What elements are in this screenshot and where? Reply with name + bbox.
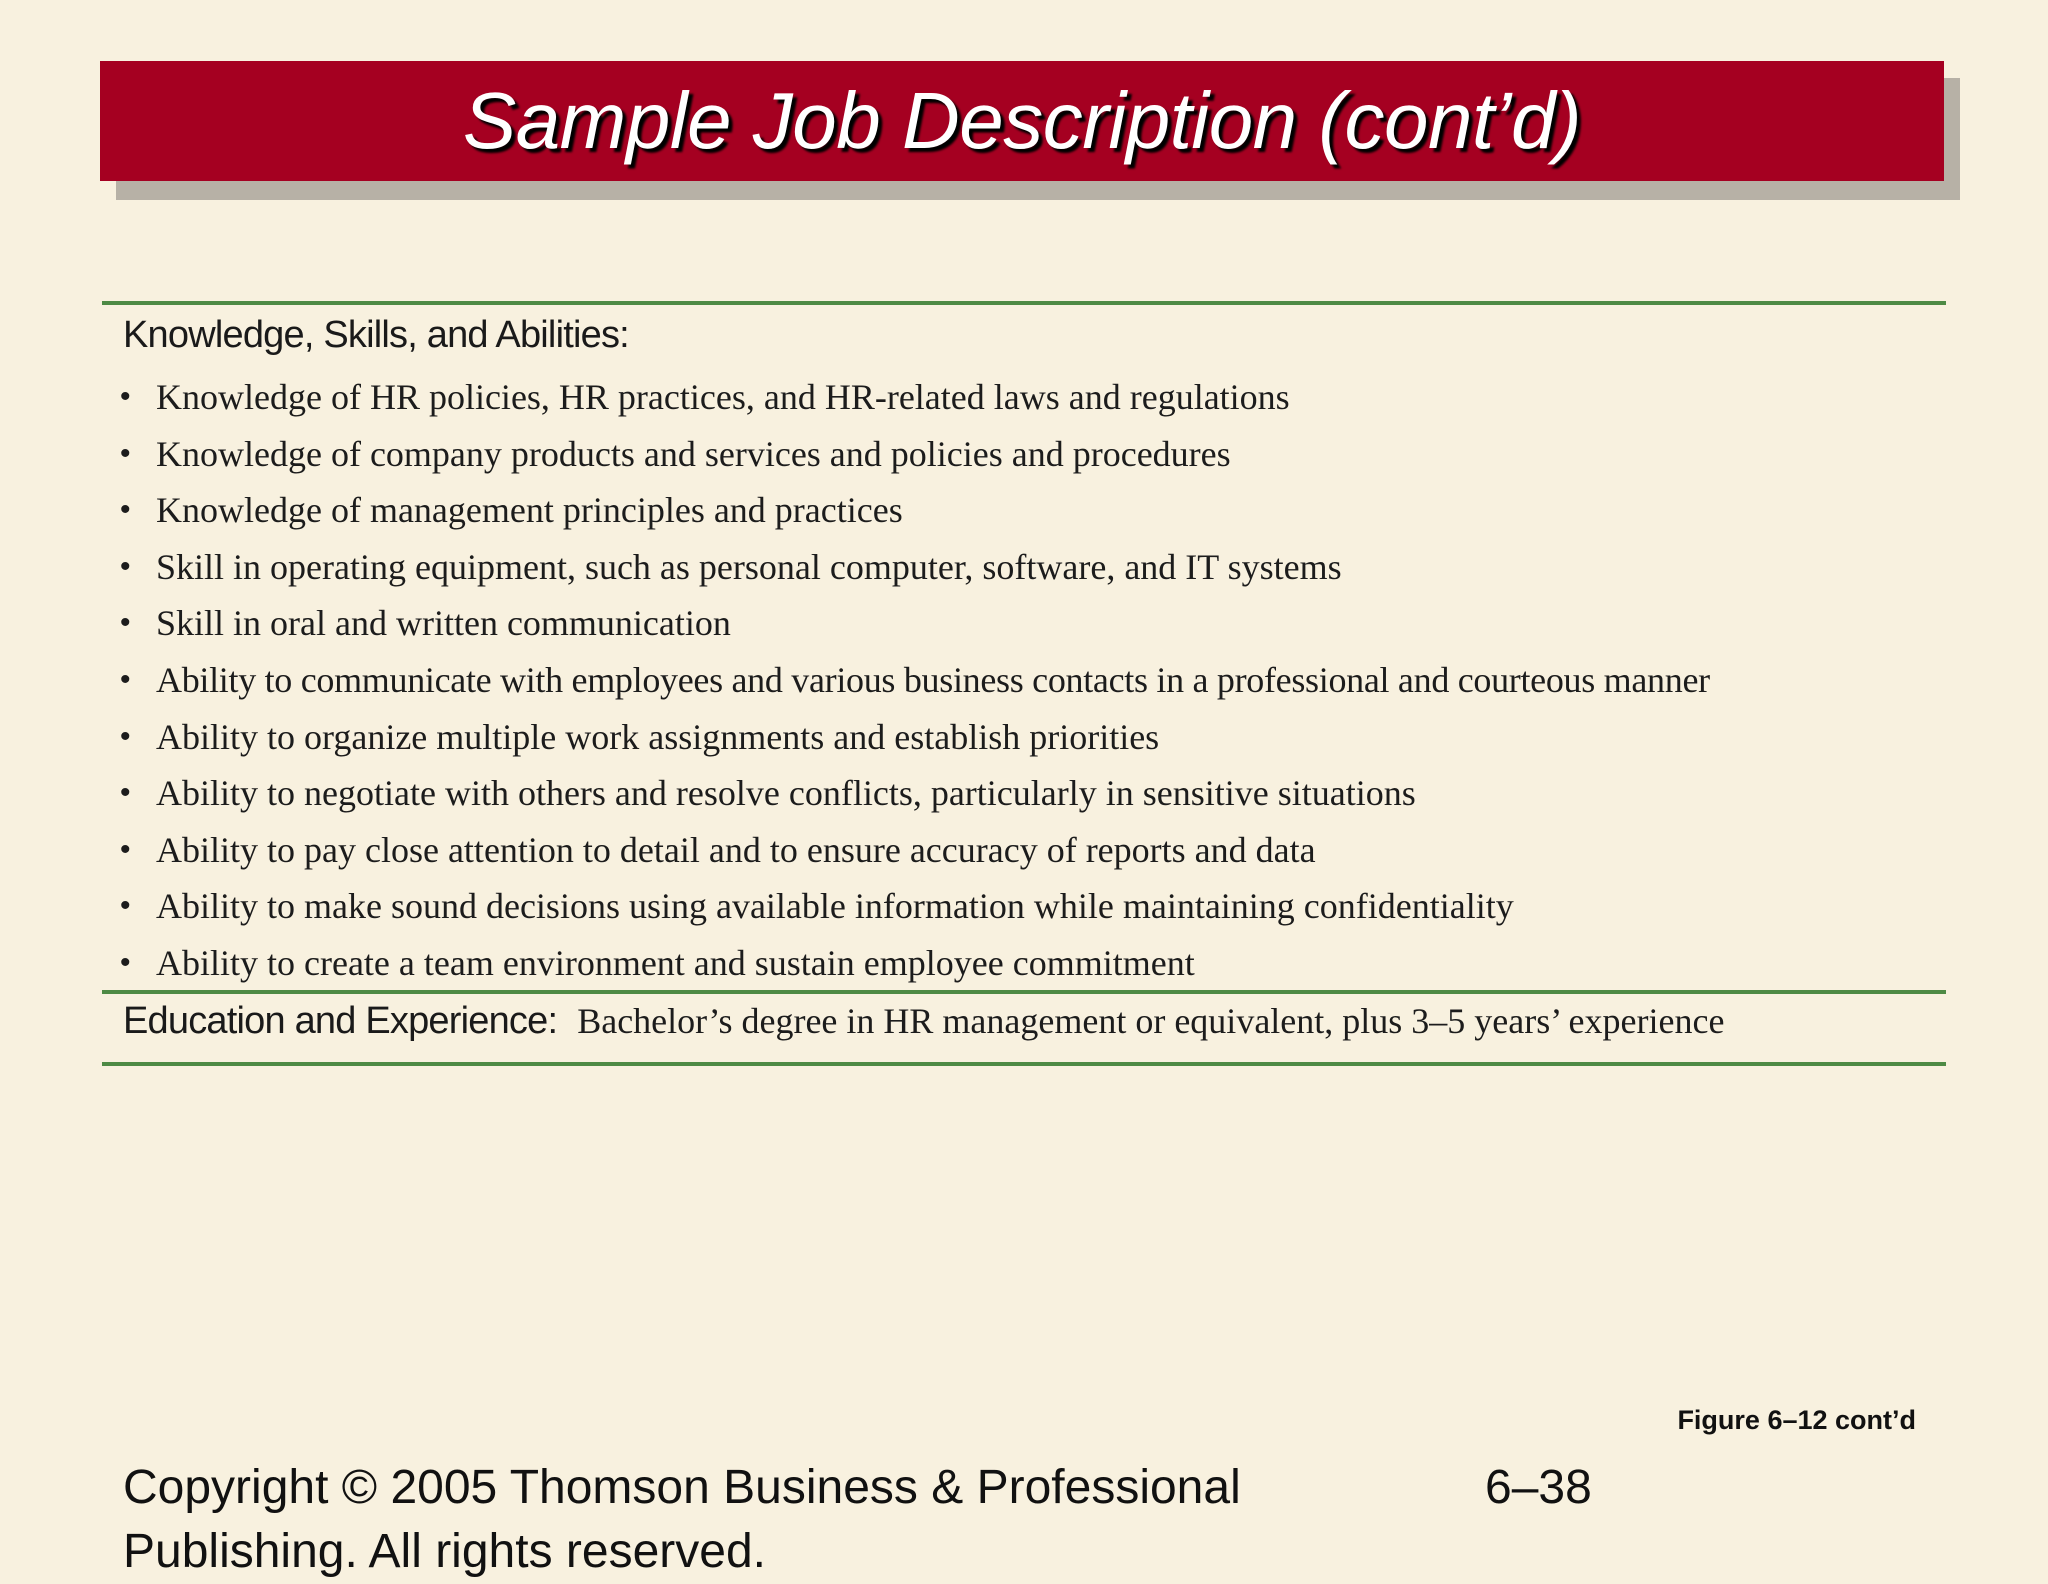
list-item <box>120 822 1710 879</box>
bullet-icon: • <box>120 719 131 753</box>
list-item-text: Knowledge of management principles and practices <box>156 490 903 531</box>
bullet-icon: • <box>120 832 131 866</box>
list-item <box>120 878 1710 935</box>
list-item <box>120 595 1710 652</box>
list-item-text: Ability to organize multiple work assignments and establish priorities <box>156 716 1160 757</box>
bottom-divider <box>102 1062 1946 1066</box>
list-item <box>120 482 1710 539</box>
education-text: Bachelor’s degree in HR management or equivalent, plus 3–5 years’ experience <box>577 1001 1725 1041</box>
list-item <box>120 652 1710 709</box>
bullet-icon: • <box>120 606 131 640</box>
list-item <box>120 765 1710 822</box>
list-item-text: Ability to communicate with employees and various business contacts in a professional and courteous manner <box>156 659 1710 700</box>
education-row <box>123 1000 1724 1043</box>
ksa-heading: Knowledge, Skills, and Abilities: <box>123 314 629 356</box>
list-item-text: Ability to pay close attention to detail and to ensure accuracy of reports and data <box>156 829 1316 870</box>
top-divider <box>102 301 1946 305</box>
bullet-icon: • <box>120 889 131 923</box>
list-item <box>120 539 1710 596</box>
list-item <box>120 935 1710 992</box>
list-item-text: Ability to create a team environment and sustain employee commitment <box>156 942 1195 983</box>
bullet-icon: • <box>120 662 131 696</box>
slide-title: Sample Job Description (cont’d) <box>462 76 1582 165</box>
list-item-text: Ability to make sound decisions using available information while maintaining confidentiality <box>156 886 1514 927</box>
bullet-icon: • <box>120 436 131 470</box>
page-number: 6–38 <box>1485 1461 1592 1514</box>
bullet-icon: • <box>120 380 131 413</box>
copyright-notice: Copyright © 2005 Thomson Business & Professional Publishing. All rights reserved. <box>123 1461 1241 1578</box>
bullet-icon: • <box>120 493 131 527</box>
list-item-text: Skill in operating equipment, such as personal computer, software, and IT systems <box>156 546 1342 587</box>
bullet-icon: • <box>120 945 131 979</box>
bullet-icon: • <box>120 549 131 583</box>
title-bar <box>100 61 1944 181</box>
list-item-text: Knowledge of HR policies, HR practices, and HR-related laws and regulations <box>156 377 1290 417</box>
bullet-icon: • <box>120 776 131 810</box>
middle-divider <box>102 990 1946 994</box>
figure-caption: Figure 6–12 cont’d <box>1677 1405 1916 1435</box>
list-item-text: Ability to negotiate with others and resolve conflicts, particularly in sensitive situations <box>156 773 1416 814</box>
list-item-text: Skill in oral and written communication <box>156 603 731 644</box>
list-item <box>120 369 1710 426</box>
list-item-text: Knowledge of company products and services and policies and procedures <box>156 433 1231 474</box>
education-label: Education and Experience: <box>123 1000 558 1042</box>
list-item <box>120 426 1710 483</box>
ksa-list <box>120 369 1710 992</box>
list-item <box>120 709 1710 766</box>
